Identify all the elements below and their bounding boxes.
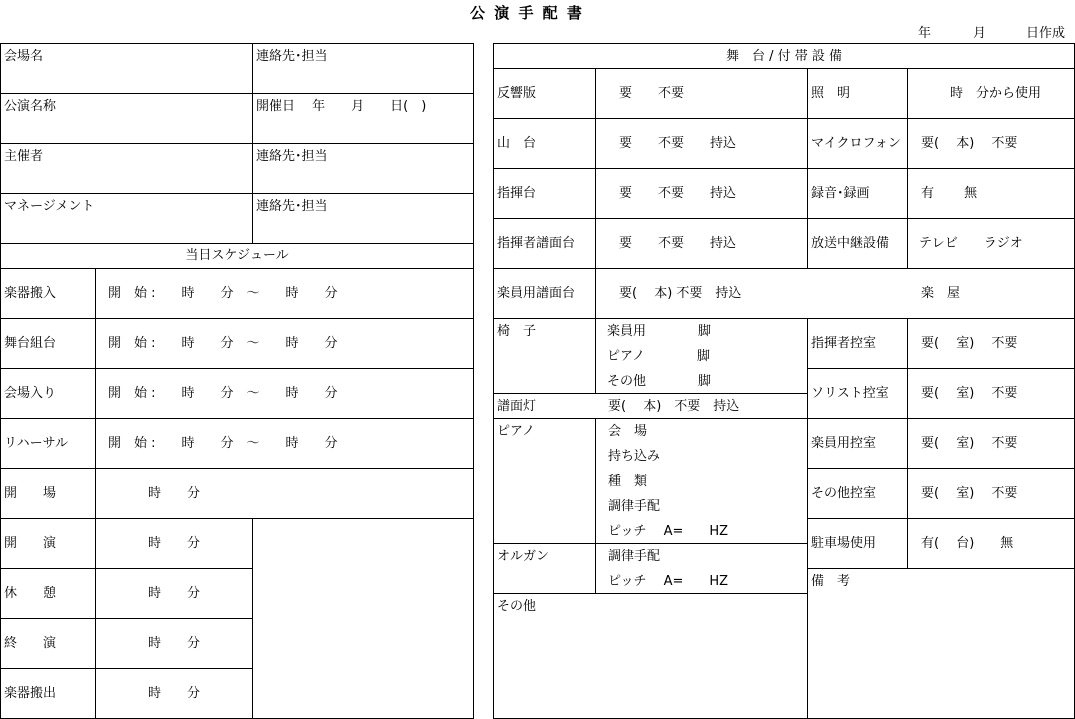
piano-line: 会 場 [608, 424, 648, 439]
venue-contact-label: 連絡先･担当 [256, 49, 328, 64]
schedule-row-label: 終 演 [4, 636, 57, 651]
dressing-room-header: 楽 屋 [920, 286, 960, 301]
dressing-room-label: 楽員用控室 [811, 436, 877, 451]
dressing-room-label: ソリスト控室 [811, 386, 889, 401]
member-stand-label: 楽員用譜面台 [497, 286, 576, 301]
schedule-row-label: 休 憩 [4, 586, 57, 601]
schedule-row-value: 開 始 : 時 分 ～ 時 分 [108, 336, 338, 351]
management-contact-label: 連絡先･担当 [256, 199, 328, 214]
lighting-value: 時 分から使用 [950, 86, 1042, 101]
dressing-room-value: 要( 室) 不要 [921, 486, 1018, 501]
chair-line: ピアノ 脚 [607, 349, 710, 364]
organizer-contact-label: 連絡先･担当 [256, 149, 328, 164]
schedule-row-value: 時 分 [148, 536, 201, 551]
page-title: 公 演 手 配 書 [470, 4, 584, 22]
date-day: 日作成 [1026, 26, 1066, 41]
organizer-label: 主催者 [4, 149, 44, 164]
schedule-row-value: 時 分 [148, 486, 201, 501]
microphone-value: 要( 本) 不要 [921, 136, 1018, 151]
schedule-row-value: 開 始 : 時 分 ～ 時 分 [108, 436, 338, 451]
other-label: その他 [497, 599, 537, 614]
schedule-row-value: 時 分 [148, 686, 201, 701]
broadcast-value: テレビ ラジオ [919, 236, 1023, 251]
stand-light-value: 要( 本) 不要 持込 [608, 399, 740, 414]
podium-value: 要 不要 持込 [619, 186, 737, 201]
yamadai-label: 山 台 [497, 136, 537, 151]
conductor-stand-value: 要 不要 持込 [619, 236, 737, 251]
recording-value: 有 無 [921, 186, 978, 201]
schedule-row-value: 開 始 : 時 分 ～ 時 分 [108, 286, 338, 301]
broadcast-label: 放送中継設備 [811, 236, 890, 251]
schedule-row-label: 開 場 [4, 486, 57, 501]
piano-line: 調律手配 [608, 499, 661, 514]
schedule-row-label: 舞台組台 [4, 336, 57, 351]
schedule-header: 当日スケジュール [185, 248, 289, 263]
organ-line: ピッチ A= HZ [608, 574, 729, 589]
schedule-row-label: 開 演 [4, 536, 57, 551]
hankyoban-value: 要 不要 [619, 86, 685, 101]
schedule-row-label: 会場入り [4, 386, 57, 401]
performance-name-label: 公演名称 [4, 99, 57, 114]
date-year: 年 [918, 26, 932, 41]
hankyoban-label: 反響版 [497, 86, 537, 101]
schedule-row-label: リハーサル [4, 436, 68, 451]
member-stand-value: 要( 本) 不要 持込 [619, 286, 742, 301]
performance-date-label: 開催日 年 月 日( ) [256, 99, 427, 114]
venue-name-label: 会場名 [4, 49, 44, 64]
organ-label: オルガン [497, 549, 550, 564]
parking-value: 有( 台) 無 [921, 536, 1014, 551]
yamadai-value: 要 不要 持込 [619, 136, 737, 151]
lighting-label: 照 明 [811, 86, 851, 101]
chair-label: 椅 子 [497, 324, 537, 339]
schedule-row-label: 楽器搬出 [4, 686, 57, 701]
conductor-stand-label: 指揮者譜面台 [497, 236, 576, 251]
piano-line: 種 類 [608, 474, 648, 489]
remarks-label: 備 考 [811, 574, 851, 589]
date-month: 月 [973, 26, 987, 41]
microphone-label: マイクロフォン [811, 136, 901, 151]
recording-label: 録音･録画 [811, 186, 870, 201]
organ-line: 調律手配 [608, 549, 661, 564]
dressing-room-value: 要( 室) 不要 [921, 386, 1018, 401]
piano-line: ピッチ A= HZ [608, 524, 729, 539]
piano-label: ピアノ [497, 424, 535, 439]
equipment-header: 舞 台 / 付 帯 設 備 [725, 49, 843, 64]
dressing-room-value: 要( 室) 不要 [921, 336, 1018, 351]
schedule-row-value: 時 分 [148, 636, 201, 651]
podium-label: 指揮台 [497, 186, 537, 201]
parking-label: 駐車場使用 [811, 536, 877, 551]
stand-light-label: 譜面灯 [497, 399, 537, 414]
chair-line: その他 脚 [607, 374, 712, 389]
piano-line: 持ち込み [608, 449, 661, 464]
dressing-room-value: 要( 室) 不要 [921, 436, 1018, 451]
schedule-row-label: 楽器搬入 [4, 286, 57, 301]
schedule-row-value: 時 分 [148, 586, 201, 601]
management-label: マネージメント [4, 199, 95, 214]
schedule-row-value: 開 始 : 時 分 ～ 時 分 [108, 386, 338, 401]
chair-line: 楽員用 脚 [607, 324, 712, 339]
dressing-room-label: その他控室 [811, 486, 877, 501]
dressing-room-label: 指揮者控室 [811, 336, 877, 351]
